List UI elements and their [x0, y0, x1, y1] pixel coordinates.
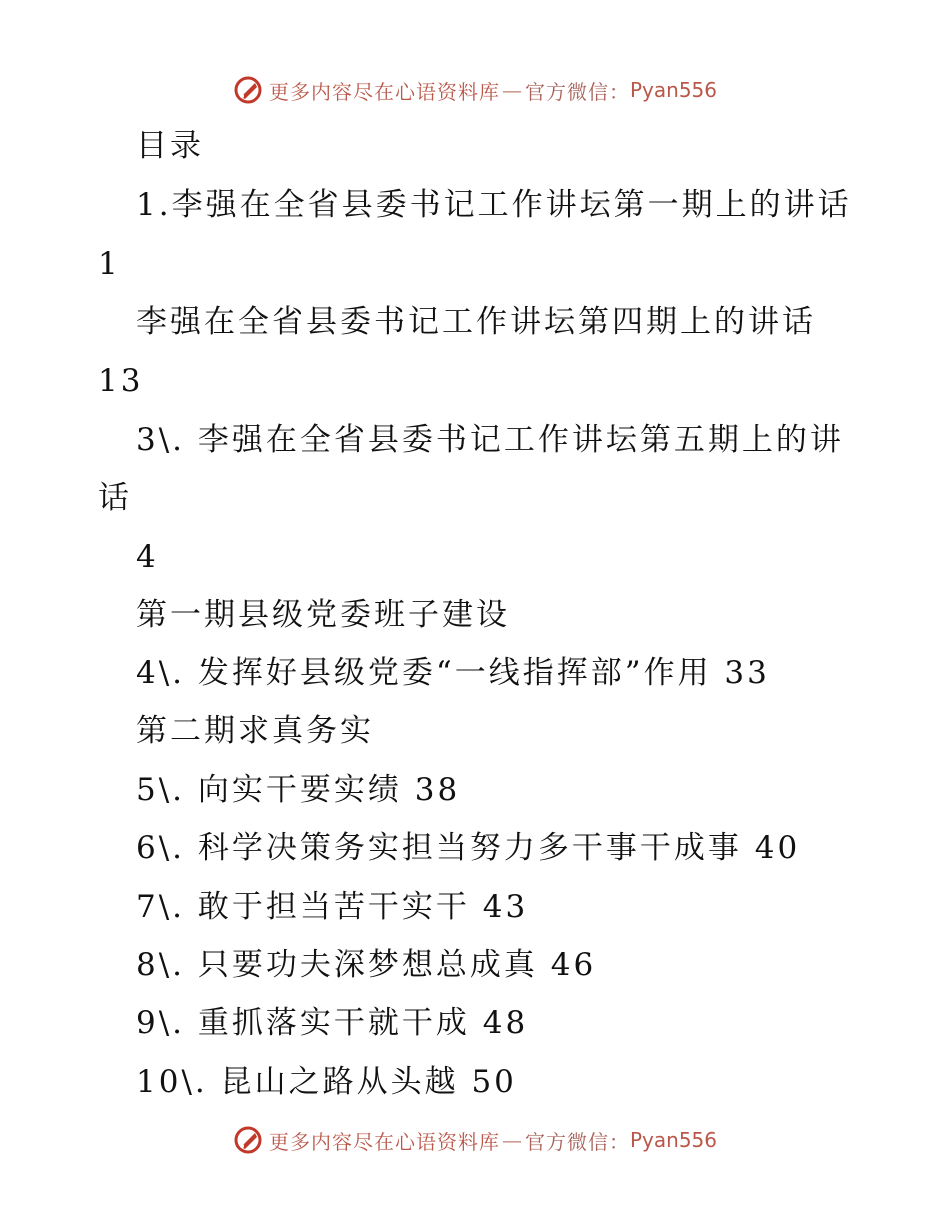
quill-logo-icon: [233, 75, 263, 105]
watermark-wechat-id: Pyan556: [629, 78, 717, 102]
toc-line-11: 5\. 向实干要实绩 38: [136, 772, 461, 808]
toc-line-16: 10\. 昆山之路从头越 50: [136, 1064, 517, 1100]
toc-line-3: 李强在全省县委书记工作讲坛第四期上的讲话: [136, 304, 816, 340]
toc-line-1: 1.李强在全省县委书记工作讲坛第一期上的讲话: [136, 187, 852, 223]
toc-line-13: 7\. 敢于担当苦干实干 43: [136, 889, 529, 925]
toc-line-10: 第二期求真务实: [136, 713, 374, 749]
toc-line-5: 3\. 李强在全省县委书记工作讲坛第五期上的讲: [136, 422, 844, 458]
watermark-text: 更多内容尽在心语资料库: [268, 1129, 500, 1154]
toc-line-6: 话: [98, 480, 132, 516]
toc-line-9: 4\. 发挥好县级党委“一线指挥部”作用 33: [136, 655, 770, 691]
toc-line-15: 9\. 重抓落实干就干成 48: [136, 1005, 529, 1041]
toc-title: 目录: [136, 128, 204, 164]
toc-line-12: 6\. 科学决策务实担当努力多干事干成事 40: [136, 830, 801, 866]
toc-line-4: 13: [98, 363, 144, 399]
toc-line-2: 1: [98, 246, 121, 282]
toc-line-7: 4: [136, 539, 159, 575]
header-watermark: [0, 70, 950, 110]
watermark-official-label: 官方微信：: [524, 1129, 630, 1154]
watermark-text: 更多内容尽在心语资料库: [268, 79, 500, 104]
watermark-wechat-id: Pyan556: [629, 1128, 717, 1152]
footer-watermark: [0, 1120, 950, 1160]
watermark-dash: —: [501, 1128, 523, 1152]
watermark-dash: —: [501, 78, 523, 102]
quill-logo-icon: [233, 1125, 263, 1155]
toc-line-14: 8\. 只要功夫深梦想总成真 46: [136, 947, 597, 983]
watermark-official-label: 官方微信：: [524, 79, 630, 104]
toc-line-8: 第一期县级党委班子建设: [136, 597, 510, 633]
